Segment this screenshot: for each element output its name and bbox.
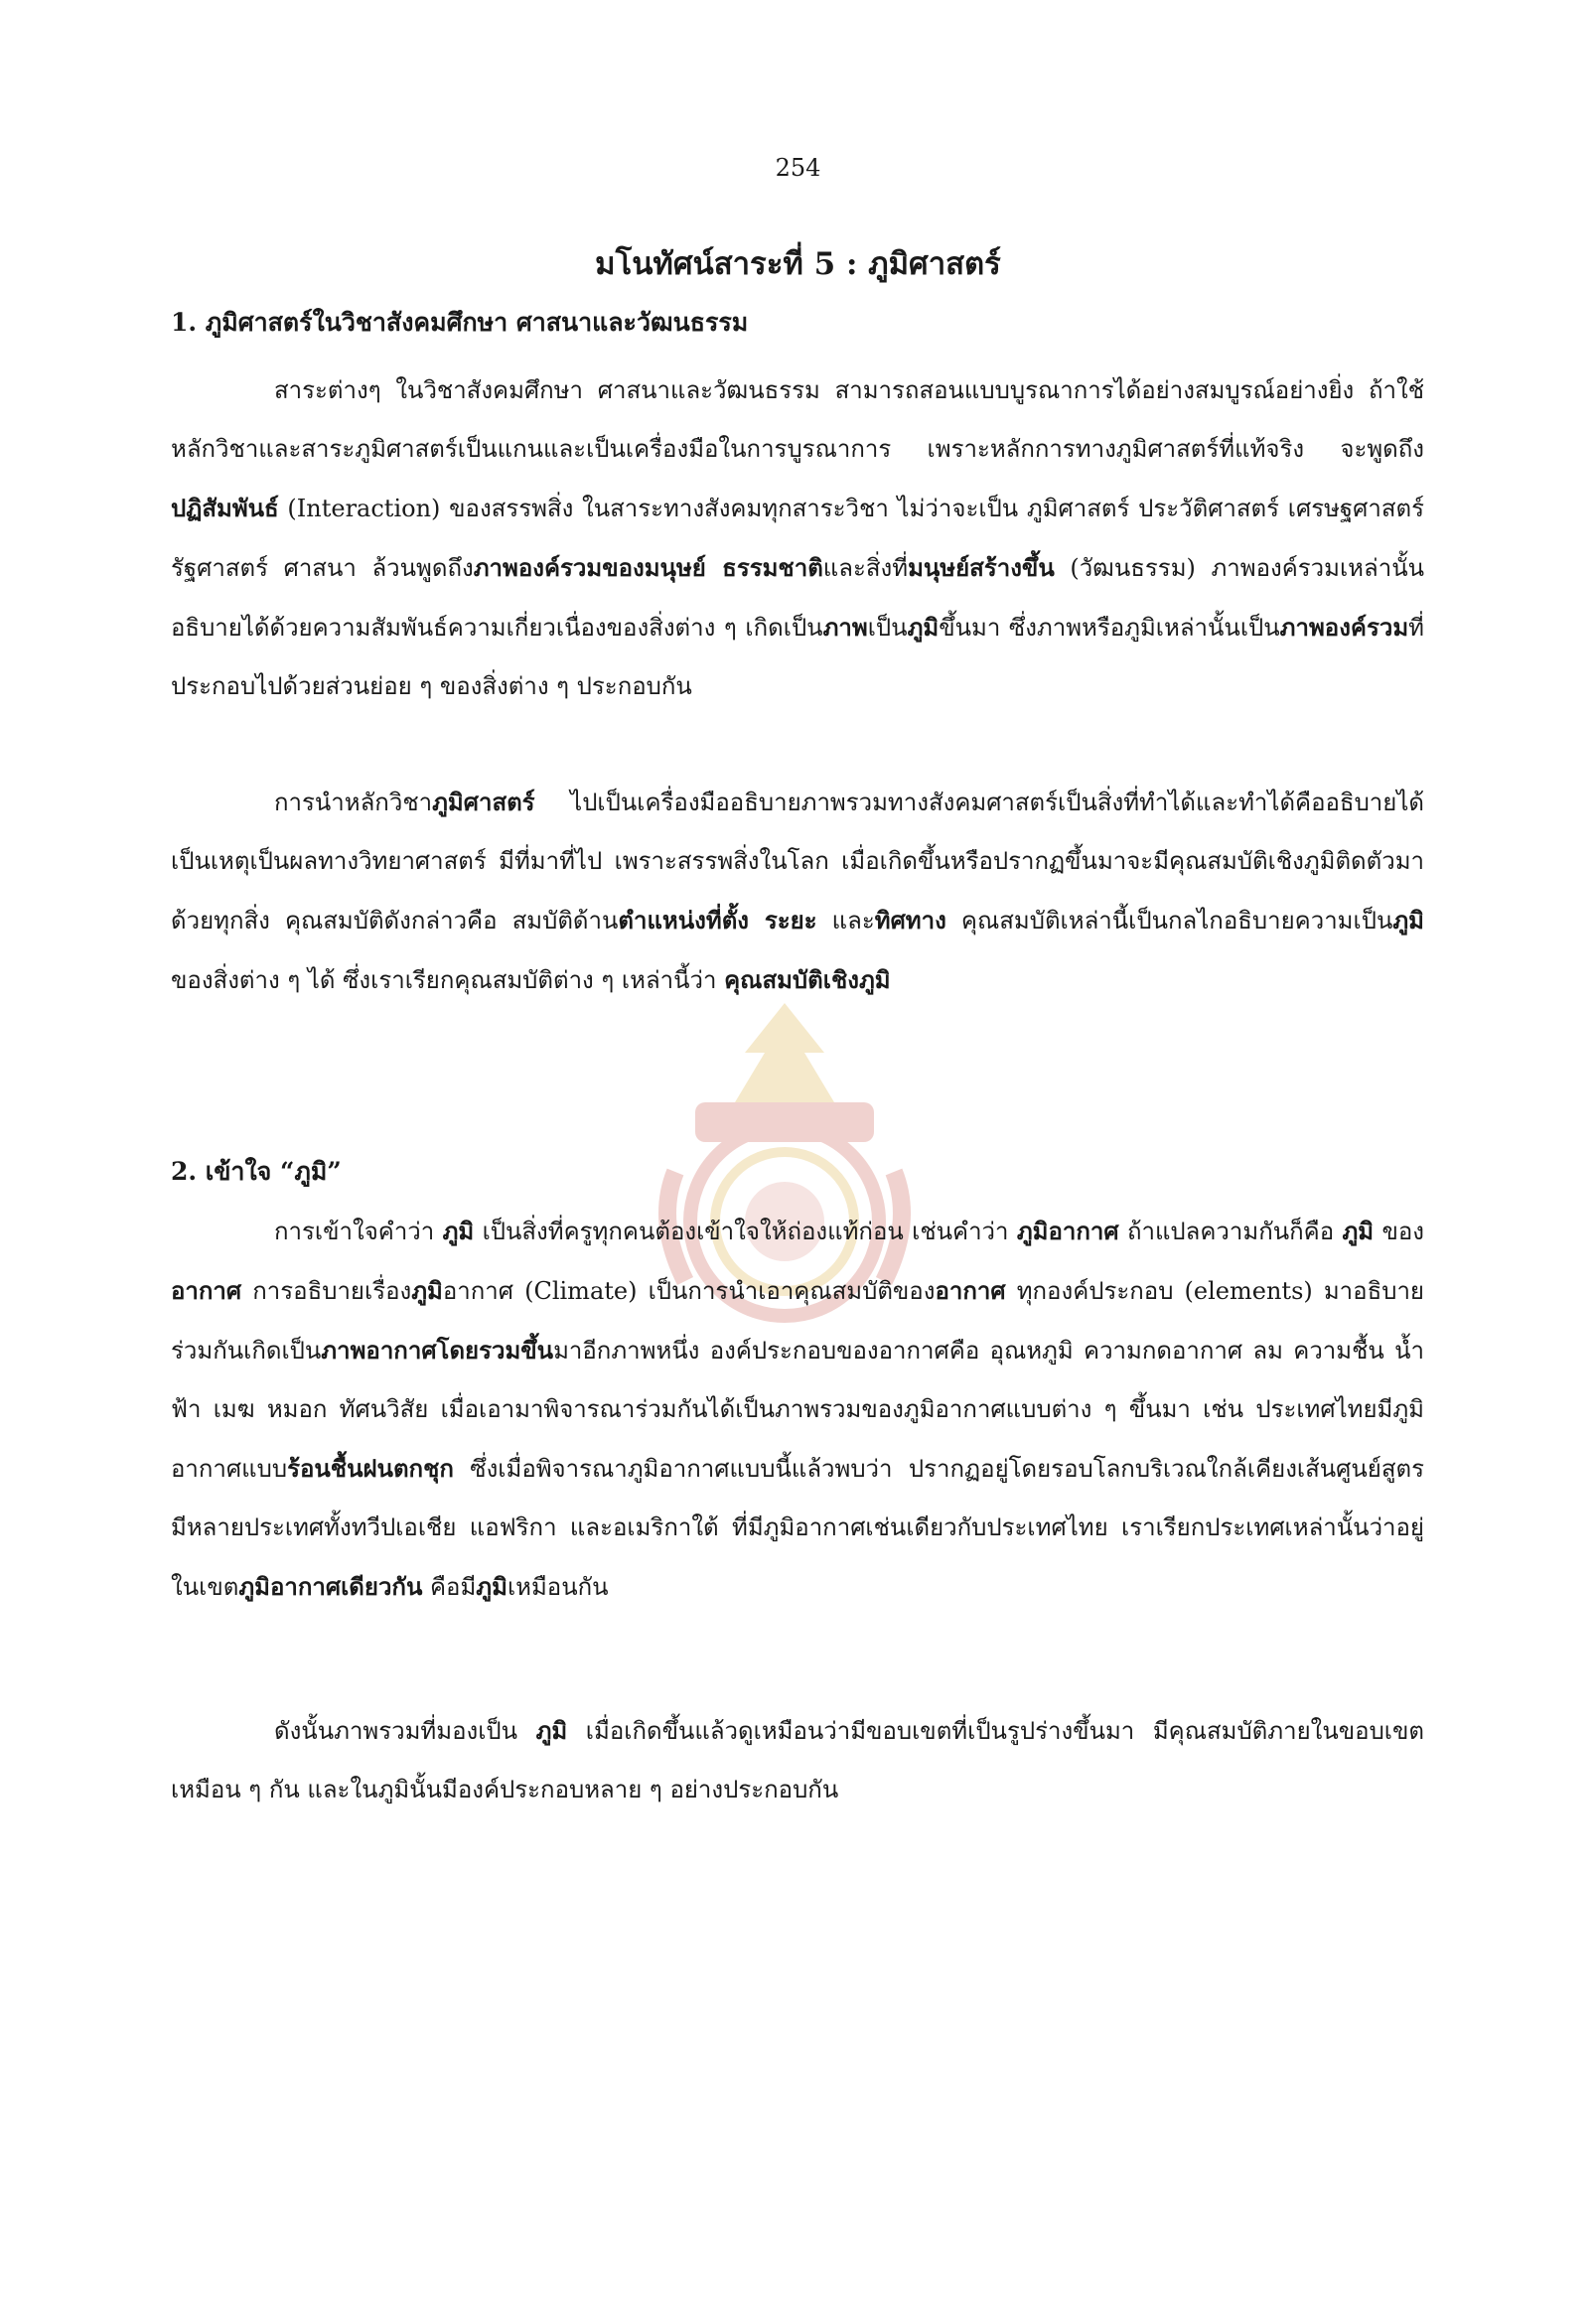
page-number: 254 <box>775 154 821 182</box>
section-1-paragraph-1: สาระต่างๆ ในวิชาสังคมศึกษา ศาสนาและวัฒนธรรม สามารถสอนแบบบูรณาการได้อย่างสมบูรณ์อย่างยิ่ง ถ้าใช้หลักวิชาและสาระภูมิศาสตร์เป็นแกนและเป็นเครื่องมือในการบูรณาการ เพราะหลักการทางภูมิศาสตร์ที่แท้จริง จะพูดถึงปฏิสัมพันธ์ (Interaction) ของสรรพสิ่ง ในสาระทางสังคมทุกสาระวิชา ไม่ว่าจะเป็น ภูมิศาสตร์ ประวัติศาสตร์ เศรษฐศาสตร์ รัฐศาสตร์ ศาสนา ล้วนพูดถึงภาพองค์รวมของมนุษย์ ธรรมชาติและสิ่งที่มนุษย์สร้างขึ้น (วัฒนธรรม) ภาพองค์รวมเหล่านั้น อธิบายได้ด้วยความสัมพันธ์ความเกี่ยวเนื่องของสิ่งต่าง ๆ เกิดเป็นภาพเป็นภูมิขึ้นมา ซึ่งภาพหรือภูมิเหล่านั้นเป็นภาพองค์รวมที่ประกอบไปด้วยส่วนย่อย ๆ ของสิ่งต่าง ๆ ประกอบกัน <box>171 376 1425 700</box>
page-title: มโนทัศน์สาระที่ 5 : ภูมิศาสตร์ <box>595 246 1001 282</box>
section-1-paragraph-2: การนำหลักวิชาภูมิศาสตร์ ไปเป็นเครื่องมืออธิบายภาพรวมทางสังคมศาสตร์เป็นสิ่งที่ทำได้และทำได้คืออธิบายได้เป็นเหตุเป็นผลทางวิทยาศาสตร์ มีที่มาที่ไป เพราะสรรพสิ่งในโลก เมื่อเกิดขึ้นหรือปรากฏขึ้นมาจะมีคุณสมบัติเชิงภูมิติดตัวมาด้วยทุกสิ่ง คุณสมบัติดังกล่าวคือ สมบัติด้านตำแหน่งที่ตั้ง ระยะ และทิศทาง คุณสมบัติเหล่านี้เป็นกลไกอธิบายความเป็นภูมิของสิ่งต่าง ๆ ได้ ซึ่งเราเรียกคุณสมบัติต่าง ๆ เหล่านี้ว่า คุณสมบัติเชิงภูมิ <box>171 788 1424 994</box>
section-1-heading: 1. ภูมิศาสตร์ในวิชาสังคมศึกษา ศาสนาและวัฒนธรรม <box>171 308 749 337</box>
section-2-paragraph-2: ดังนั้นภาพรวมที่มองเป็น ภูมิ เมื่อเกิดขึ้นแล้วดูเหมือนว่ามีขอบเขตที่เป็นรูปร่างขึ้นมา มีคุณสมบัติภายในขอบเขตเหมือน ๆ กัน และในภูมินั้นมีองค์ประกอบหลาย ๆ อย่างประกอบกัน <box>171 1716 1425 1803</box>
section-2-paragraph-1: การเข้าใจคำว่า ภูมิ เป็นสิ่งที่ครูทุกคนต้องเข้าใจให้ถ่องแท้ก่อน เช่นคำว่า ภูมิอากาศ ถ้าแปลความกันก็คือ ภูมิ ของอากาศ การอธิบายเรื่องภูมิอากาศ (Climate) เป็นการนำเอาคุณสมบัติของอากาศ ทุกองค์ประกอบ (elements) มาอธิบายร่วมกันเกิดเป็นภาพอากาศโดยรวมขึ้นมาอีกภาพหนึ่ง องค์ประกอบของอากาศคือ อุณหภูมิ ความกดอากาศ ลม ความชื้น น้ำ ฟ้า เมฆ หมอก ทัศนวิสัย เมื่อเอามาพิจารณาร่วมกันได้เป็นภาพรวมของภูมิอากาศแบบต่าง ๆ ขึ้นมา เช่น ประเทศไทยมีภูมิอากาศแบบร้อนชื้นฝนตกชุก ซึ่งเมื่อพิจารณาภูมิอากาศแบบนี้แล้วพบว่า ปรากฏอยู่โดยรอบโลกบริเวณใกล้เคียงเส้นศูนย์สูตร มีหลายประเทศทั้งทวีปเอเชีย แอฟริกา และอเมริกาใต้ ที่มีภูมิอากาศเช่นเดียวกับประเทศไทย เราเรียกประเทศเหล่านั้นว่าอยู่ในเขตภูมิอากาศเดียวกัน คือมีภูมิเหมือนกัน <box>171 1217 1424 1601</box>
section-2-heading: 2. เข้าใจ “ภูมิ” <box>171 1157 342 1186</box>
